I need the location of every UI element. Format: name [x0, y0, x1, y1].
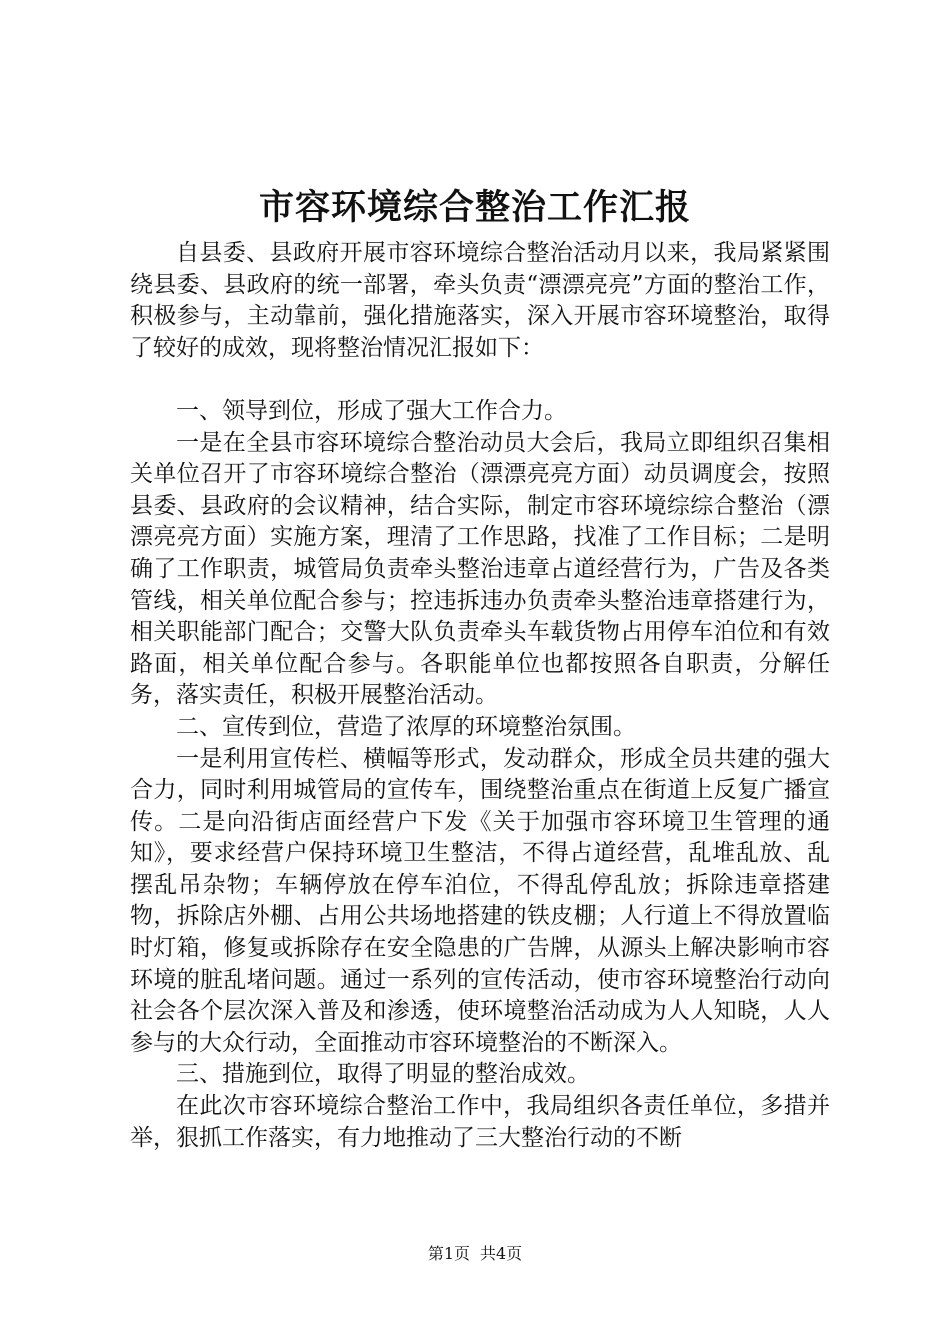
page-number: 第1页 — [427, 1244, 470, 1263]
section-2-paragraph: 一是利用宣传栏、横幅等形式，发动群众，形成全员共建的强大合力，同时利用城管局的宣传车，围绕整治重点在街道上反复广播宣传。二是向沿街店面经营户下发《关于加强市容环境卫生管理的通知》，要求经营户保持环境卫生整洁，不得占道经营，乱堆乱放、乱摆乱吊杂物；车辆停放在停车泊位，不得乱停乱放；拆除违章搭建物，拆除店外棚、占用公共场地搭建的铁皮棚；人行道上不得放置临时灯箱，修复或拆除存在安全隐患的广告牌，从源头上解决影响市容环境的脏乱堵问题。通过一系列的宣传活动，使市容环境整治行动向社会各个层次深入普及和渗透，使环境整治活动成为人人知晓，人人参与的大众行动，全面推动市容环境整治的不断深入。 — [130, 745, 830, 1056]
document-title: 市容环境综合整治工作汇报 — [258, 187, 691, 228]
section-3-paragraph: 在此次市容环境综合整治工作中，我局组织各责任单位，多措并举，狠抓工作落实，有力地推动了三大整治行动的不断 — [130, 1093, 830, 1151]
section-1-paragraph: 一是在全县市容环境综合整治动员大会后，我局立即组织召集相关单位召开了市容环境综合整治（漂漂亮亮方面）动员调度会，按照县委、县政府的会议精神，结合实际，制定市容环境综综合整治（漂漂亮亮方面）实施方案，理清了工作思路，找准了工作目标；二是明确了工作职责，城管局负责牵头整治违章占道经营行为，广告及各类管线，相关单位配合参与；控违拆违办负责牵头整治违章搭建行为，相关职能部门配合；交警大队负责牵头车载货物占用停车泊位和有效路面，相关单位配合参与。各职能单位也都按照各自职责，分解任务，落实责任，积极开展整治活动。 — [130, 429, 830, 709]
page-footer — [0, 1244, 950, 1264]
page-total: 共4页 — [480, 1244, 523, 1263]
section-heading-1: 一、领导到位，形成了强大工作合力。 — [176, 397, 567, 424]
document-body — [130, 238, 830, 1154]
intro-paragraph: 自县委、县政府开展市容环境综合整治活动月以来，我局紧紧围绕县委、县政府的统一部署，牵头负责“漂漂亮亮”方面的整治工作，积极参与，主动靠前，强化措施落实，深入开展市容环境整治，取得了较好的成效，现将整治情况汇报如下： — [130, 240, 830, 361]
section-heading-3: 三、措施到位，取得了明显的整治成效。 — [176, 1061, 590, 1088]
paragraph-spacer — [130, 364, 830, 396]
section-heading-2: 二、宣传到位，营造了浓厚的环境整治氛围。 — [176, 713, 636, 740]
